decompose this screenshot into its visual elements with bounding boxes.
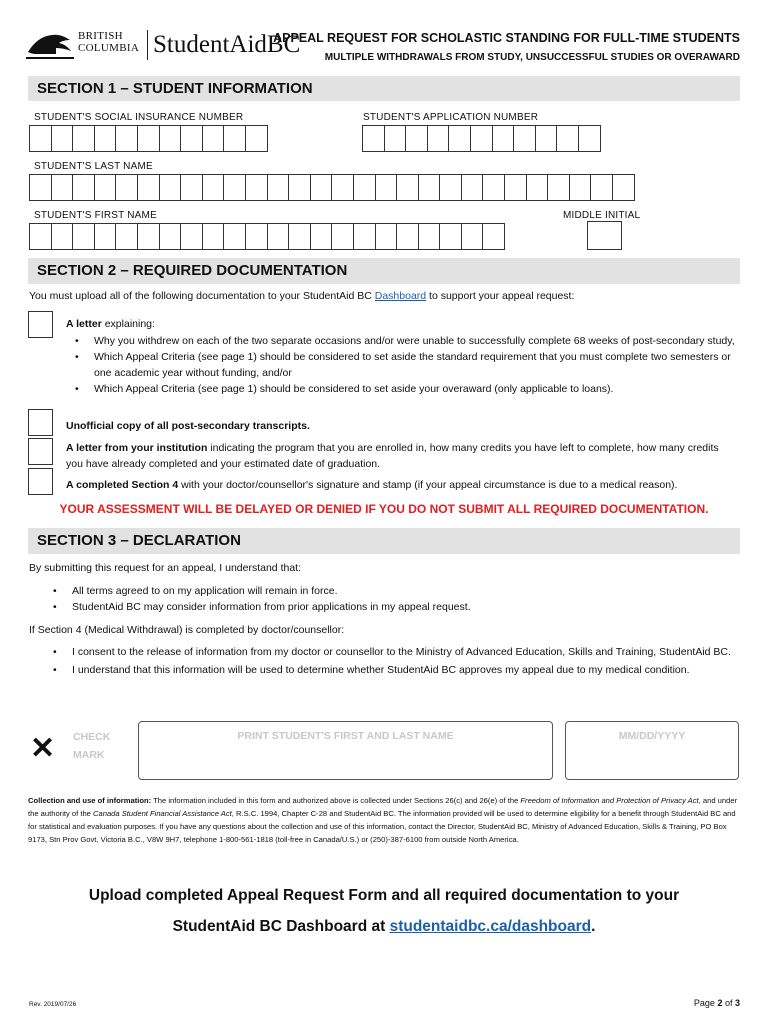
char-box[interactable] <box>405 125 428 152</box>
institution-bold: A letter from your institution <box>66 442 208 454</box>
logo-divider <box>147 30 148 60</box>
char-box[interactable] <box>202 174 225 201</box>
char-box[interactable] <box>202 223 225 250</box>
char-box[interactable] <box>180 174 203 201</box>
collection-text: , and under the authority of the <box>28 796 738 818</box>
char-box[interactable] <box>418 223 441 250</box>
char-box[interactable] <box>535 125 558 152</box>
char-box[interactable] <box>396 174 419 201</box>
section2-intro <box>29 288 739 304</box>
char-box[interactable] <box>331 223 354 250</box>
char-box[interactable] <box>137 125 160 152</box>
check-mark-line2: MARK <box>73 749 105 761</box>
collection-text: The information included in this form and authorized above is collected under Sections 26(c) and 26(e) of the <box>151 796 521 805</box>
section1-heading: SECTION 1 – STUDENT INFORMATION <box>28 76 740 101</box>
x-mark-icon: ✕ <box>30 732 56 765</box>
revision-date: Rev. 2019/07/26 <box>29 1001 77 1008</box>
form-title: APPEAL REQUEST FOR SCHOLASTIC STANDING FOR FULL-TIME STUDENTS <box>273 31 740 45</box>
char-box[interactable] <box>137 223 160 250</box>
documentation-warning: YOUR ASSESSMENT WILL BE DELAYED OR DENIED IF YOU DO NOT SUBMIT ALL REQUIRED DOCUMENTATION. <box>59 502 709 516</box>
section3-heading: SECTION 3 – DECLARATION <box>28 528 740 554</box>
char-box[interactable] <box>51 125 74 152</box>
char-box[interactable] <box>29 125 52 152</box>
char-box[interactable] <box>513 125 536 152</box>
section4-bold: A completed Section 4 <box>66 479 179 491</box>
intro-text: You must upload all of the following documentation to your StudentAid BC <box>29 290 375 302</box>
char-box[interactable] <box>94 223 117 250</box>
first-name-label: STUDENT'S FIRST NAME <box>34 210 157 221</box>
char-box[interactable] <box>115 223 138 250</box>
collection-heading: Collection and use of information: <box>28 796 152 805</box>
char-box[interactable] <box>29 223 52 250</box>
letter-bold: A letter <box>66 318 102 330</box>
dashboard-link[interactable]: Dashboard <box>374 290 427 302</box>
form-subtitle: MULTIPLE WITHDRAWALS FROM STUDY, UNSUCCESSFUL STUDIES OR OVERAWARD <box>324 52 740 63</box>
char-box[interactable] <box>72 223 95 250</box>
print-name-placeholder: PRINT STUDENT'S FIRST AND LAST NAME <box>237 730 454 742</box>
declaration-intro: By submitting this request for an appeal, I understand that: <box>29 562 301 574</box>
upload-instructions <box>28 880 740 942</box>
char-box[interactable] <box>51 223 74 250</box>
char-box[interactable] <box>51 174 74 201</box>
section2-heading: SECTION 2 – REQUIRED DOCUMENTATION <box>28 258 740 284</box>
char-box[interactable] <box>418 174 441 201</box>
char-box[interactable] <box>578 125 601 152</box>
medical-bullet: • I consent to the release of information from my doctor or counsellor to the Ministry of Advanced Education, Skills and Training, StudentAid BC. <box>44 644 734 660</box>
check-mark-line1: CHECK <box>73 731 111 743</box>
char-box[interactable] <box>482 174 505 201</box>
transcripts-item <box>66 418 736 434</box>
char-box[interactable] <box>267 223 290 250</box>
last-name-label: STUDENT'S LAST NAME <box>34 161 153 172</box>
char-box[interactable] <box>448 125 471 152</box>
char-box[interactable] <box>72 125 95 152</box>
char-box[interactable] <box>384 125 407 152</box>
char-box[interactable] <box>331 174 354 201</box>
char-box[interactable] <box>180 223 203 250</box>
page-of: of <box>722 998 735 1008</box>
institution-rest: indicating the program that you are enrolled in, how many credits you have left to complete, how many credits you have already completed and your estimated date of graduation. <box>66 442 719 470</box>
transcripts-bold: Unofficial copy of all post-secondary transcripts. <box>66 420 310 432</box>
char-box[interactable] <box>310 223 333 250</box>
char-box[interactable] <box>556 125 579 152</box>
char-box[interactable] <box>94 174 117 201</box>
collection-notice <box>28 794 740 846</box>
char-box[interactable] <box>159 174 182 201</box>
letter-bullet: • Which Appeal Criteria (see page 1) should be considered to set aside the standard requirement that you must complete two semesters or one academic year without funding, and/or <box>66 349 736 381</box>
first-name-field[interactable] <box>29 223 504 250</box>
char-box[interactable] <box>310 174 333 201</box>
last-name-field[interactable] <box>29 174 634 201</box>
char-box[interactable] <box>223 125 246 152</box>
char-box[interactable] <box>223 174 246 201</box>
logo-program: StudentAidBC <box>153 31 301 58</box>
char-box[interactable] <box>482 223 505 250</box>
check-mark-box[interactable] <box>73 728 110 764</box>
char-box[interactable] <box>375 223 398 250</box>
transcripts-checkbox[interactable] <box>28 409 53 436</box>
medical-bullet: • I understand that this information will be used to determine whether StudentAid BC approves my appeal due to my medical condition. <box>44 662 734 678</box>
middle-initial-label: MIDDLE INITIAL <box>563 210 641 221</box>
csfaa-act: Canada Student Financial Assistance Act <box>93 809 232 818</box>
letter-bullet: • Which Appeal Criteria (see page 1) should be considered to set aside your overaward (only applicable to loans). <box>66 381 736 397</box>
char-box[interactable] <box>353 223 376 250</box>
app-number-field[interactable] <box>362 125 600 152</box>
char-box[interactable] <box>245 174 268 201</box>
char-box[interactable] <box>245 125 268 152</box>
upload-line2: StudentAid BC Dashboard at <box>172 918 390 935</box>
print-name-field[interactable] <box>138 721 553 780</box>
letter-checkbox[interactable] <box>28 311 53 338</box>
letter-bullet: • Why you withdrew on each of the two separate occasions and/or were unable to successfully complete 68 weeks of post-secondary study, <box>66 333 736 349</box>
date-placeholder: MM/DD/YYYY <box>618 730 686 742</box>
dashboard-url-link[interactable]: studentaidbc.ca/dashboard <box>389 918 592 935</box>
declaration-bullet: • StudentAid BC may consider information from prior applications in my appeal request. <box>44 599 734 615</box>
char-box[interactable] <box>427 125 450 152</box>
app-number-label: STUDENT'S APPLICATION NUMBER <box>363 112 539 123</box>
logo-line2: COLUMBIA <box>78 42 140 54</box>
institution-letter-checkbox[interactable] <box>28 438 53 465</box>
char-box[interactable] <box>115 125 138 152</box>
section4-item <box>66 477 746 493</box>
page-label: Page <box>693 998 718 1008</box>
char-box[interactable] <box>137 174 160 201</box>
sin-label: STUDENT'S SOCIAL INSURANCE NUMBER <box>34 112 244 123</box>
char-box[interactable] <box>526 174 549 201</box>
logo-wordmark <box>78 30 139 54</box>
sin-field[interactable] <box>29 125 267 152</box>
char-box[interactable] <box>492 125 515 152</box>
collection-text: , R.S.C. 1994, Chapter C-28 and StudentAid BC. The information provided will be used to determine eligibility for a benefit through StudentAid BC and for statistical and evaluation purposes. If you have any questions about the collection and use of this information, contact the Director, StudentAid BC, Ministry of Advanced Education, Skills & Training, PO Box 9173, Stn Prov Govt, Victoria B.C., V8W 9H7, telephone 1-800-561-1818 (toll-free in Canada/U.S.) or (250)-387-6100 from outside North America. <box>28 809 736 844</box>
char-box[interactable] <box>439 174 462 201</box>
char-box[interactable] <box>547 174 570 201</box>
char-box[interactable] <box>288 174 311 201</box>
declaration-list <box>44 583 734 615</box>
upload-line1: Upload completed Appeal Request Form and all required documentation to your <box>88 887 680 904</box>
page-total: 3 <box>734 998 740 1008</box>
medical-list <box>44 644 734 678</box>
char-box[interactable] <box>72 174 95 201</box>
char-box[interactable] <box>461 174 484 201</box>
char-box[interactable] <box>202 125 225 152</box>
letter-item <box>66 316 736 397</box>
foipa-act: Freedom of Information and Protection of Privacy Act <box>520 796 699 805</box>
char-box[interactable] <box>375 174 398 201</box>
page-current: 2 <box>717 998 723 1008</box>
char-box[interactable] <box>159 125 182 152</box>
upload-line2-end: . <box>591 918 596 935</box>
char-box[interactable] <box>267 174 290 201</box>
page-number <box>694 998 740 1008</box>
medical-intro: If Section 4 (Medical Withdrawal) is completed by doctor/counsellor: <box>29 624 345 636</box>
char-box[interactable] <box>353 174 376 201</box>
char-box[interactable] <box>362 125 385 152</box>
section4-rest: with your doctor/counsellor's signature and stamp (if your appeal circumstance is due to a medical reason). <box>178 479 678 491</box>
char-box[interactable] <box>223 223 246 250</box>
bc-logo-icon <box>26 30 74 60</box>
intro-text-end: to support your appeal request: <box>426 290 575 302</box>
char-box[interactable] <box>569 174 592 201</box>
char-box[interactable] <box>396 223 419 250</box>
char-box[interactable] <box>590 174 613 201</box>
char-box[interactable] <box>115 174 138 201</box>
logo-line1: BRITISH <box>78 30 123 42</box>
middle-initial-field[interactable] <box>587 221 622 250</box>
char-box[interactable] <box>94 125 117 152</box>
section4-checkbox[interactable] <box>28 468 53 495</box>
char-box[interactable] <box>439 223 462 250</box>
char-box[interactable] <box>461 223 484 250</box>
char-box[interactable] <box>159 223 182 250</box>
letter-rest: explaining: <box>101 318 155 330</box>
char-box[interactable] <box>288 223 311 250</box>
char-box[interactable] <box>29 174 52 201</box>
char-box[interactable] <box>245 223 268 250</box>
char-box[interactable] <box>504 174 527 201</box>
institution-letter-item <box>66 440 736 472</box>
date-field[interactable] <box>565 721 739 780</box>
declaration-bullet: • All terms agreed to on my application will remain in force. <box>44 583 734 599</box>
char-box[interactable] <box>470 125 493 152</box>
char-box[interactable] <box>612 174 635 201</box>
char-box[interactable] <box>180 125 203 152</box>
